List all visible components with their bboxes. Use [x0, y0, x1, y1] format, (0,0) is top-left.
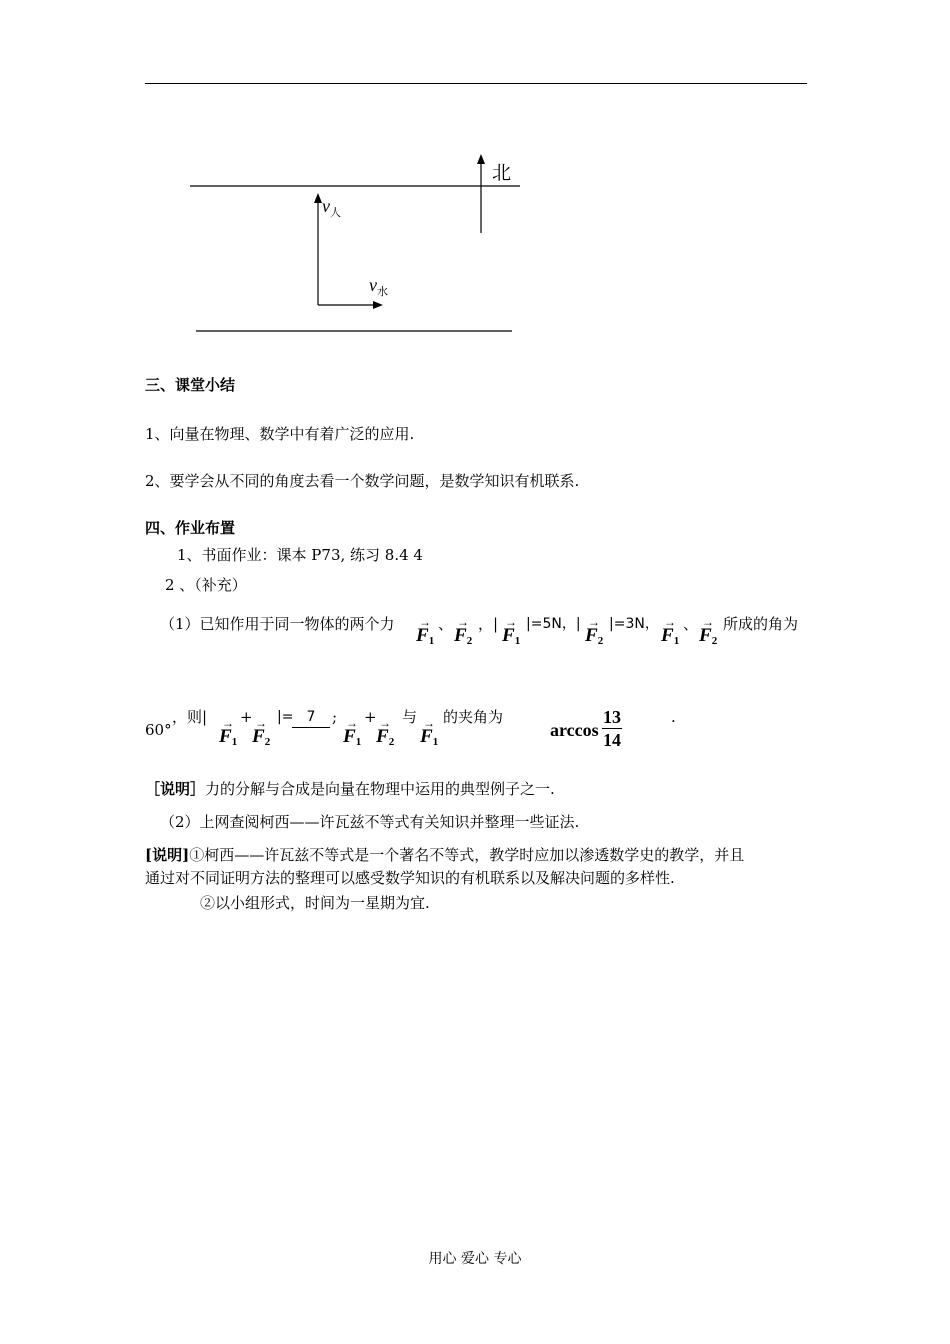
vector-f1: → $F_1$: [661, 615, 680, 647]
comma-bar: ，|: [478, 615, 499, 633]
vector-f2: → $F_2$: [454, 615, 473, 647]
separator: 、: [438, 615, 454, 633]
plus-sign: +: [364, 708, 377, 726]
magnitude-f2: |=3N，: [609, 616, 659, 632]
river-vector-diagram: [0, 0, 950, 350]
then-bar: ，则|: [172, 708, 208, 726]
vector-f2: → $F_2$: [699, 615, 718, 647]
vector-f1: → $F_1$: [420, 716, 439, 748]
north-arrow-head: [477, 154, 485, 164]
answer-period: .: [671, 708, 676, 726]
note2-line3: ②以小组形式，时间为一星期为宜.: [200, 894, 430, 912]
vector-f1: → $F_1$: [502, 615, 521, 647]
section3-item1: 1、向量在物理、数学中有着广泛的应用.: [145, 425, 415, 443]
magnitude-f1: |=5N，|: [526, 616, 581, 632]
question2: （2）上网查阅柯西——许瓦兹不等式有关知识并整理一些证法.: [160, 813, 580, 831]
vector-f2: → $F_2$: [585, 615, 604, 647]
vector-f2: → $F_2$: [376, 716, 395, 748]
homework-item2: 2 、（补充）: [165, 576, 247, 594]
homework-item1: 1、书面作业：课本 P73, 练习 8.4 4: [177, 546, 423, 564]
page-footer: 用心 爱心 专心: [428, 1251, 522, 1267]
note2-line1: [说明]①柯西——许瓦兹不等式是一个著名不等式，教学时应加以渗透数学史的教学，并且: [145, 846, 745, 864]
section4-heading: 四、作业布置: [145, 519, 236, 537]
section3-heading: 三、课堂小结: [145, 376, 236, 394]
arccos-label: arccos: [550, 720, 599, 740]
v-person-head: [314, 193, 322, 203]
section3-item2: 2、要学会从不同的角度去看一个数学问题，是数学知识有机联系.: [145, 472, 580, 490]
angle-60: 60°: [145, 721, 172, 739]
separator: 、: [683, 615, 699, 633]
v-person-label: $v_人$: [322, 196, 341, 219]
vector-f2: → $F_2$: [252, 716, 271, 748]
plus-sign: +: [240, 708, 253, 726]
angle-between: 的夹角为: [443, 708, 504, 726]
equals-bar: |=: [277, 709, 294, 725]
v-water-head: [373, 301, 383, 309]
vector-f1: → $F_1$: [416, 615, 435, 647]
note2-line2: 通过对不同证明方法的整理可以感受数学知识的有机联系以及解决问题的多样性.: [145, 869, 675, 887]
fraction-13-14: $\frac{13}{14}$: [603, 707, 621, 750]
note1: ［说明］力的分解与合成是向量在物理中运用的典型例子之一.: [145, 780, 555, 798]
north-label: 北: [492, 162, 512, 184]
answer-magnitude: 7: [292, 707, 330, 728]
semicolon: ;: [332, 708, 338, 726]
vector-f1: → $F_1$: [219, 716, 238, 748]
v-water-label: $v_水$: [369, 275, 388, 298]
with-word: 与: [402, 708, 418, 726]
vector-f1: → $F_1$: [343, 716, 362, 748]
q1-prefix: （1）已知作用于同一物体的两个力: [160, 615, 395, 633]
q1-suffix: 所成的角为: [723, 615, 799, 633]
